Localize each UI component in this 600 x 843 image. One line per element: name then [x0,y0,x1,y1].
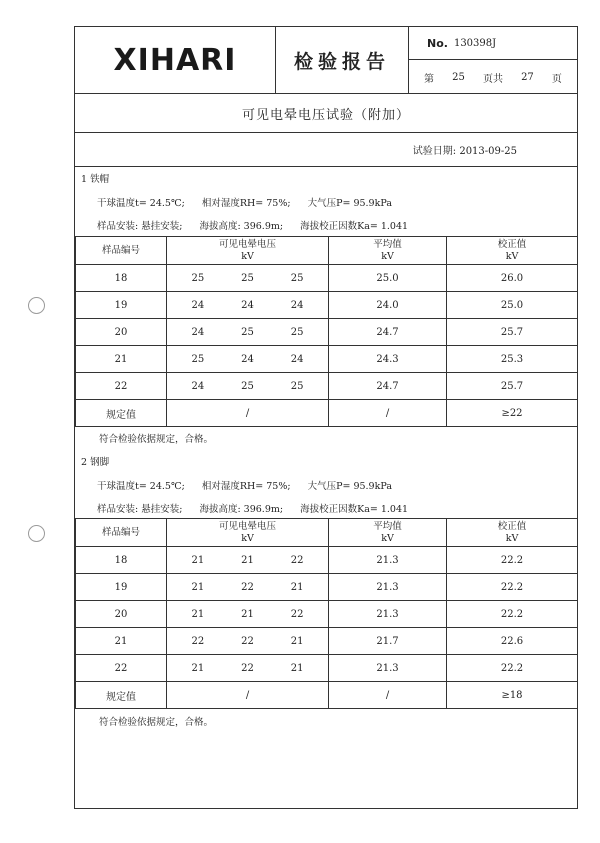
conditions-line-2 [97,218,422,232]
condition-humidity: 相对湿度RH= 75%; [201,198,291,209]
table-row: 19 21 22 21 21.3 22.2 [76,574,578,601]
report-title: 检验报告 [276,27,409,93]
col-avg-header: 平均值 kV [329,237,447,265]
table-header-row [76,519,578,547]
page-current: 25 [452,71,465,83]
report-sheet [74,26,578,809]
company-logo: XIHARI [75,27,276,93]
results-table [75,518,578,709]
condition-altitude: 海拔高度: 396.9m; [199,221,284,232]
col-sample-header: 样品编号 [76,519,167,547]
condition-pressure: 大气压P= 95.9kPa [307,198,392,209]
report-number [409,27,577,60]
table-row: 21 25 24 24 24.3 25.3 [76,346,578,373]
test-date [75,133,577,167]
condition-ka: 海拔校正因数Ka= 1.041 [300,504,409,515]
report-number-label: No. [427,36,448,50]
report-number-value: 130398J [453,37,497,49]
condition-mounting: 样品安装: 悬挂安装; [97,504,183,515]
col-avg-header: 平均值 kV [329,519,447,547]
table-row: 22 24 25 25 24.7 25.7 [76,373,578,400]
table-row: 19 24 24 24 24.0 25.0 [76,292,578,319]
condition-pressure: 大气压P= 95.9kPa [307,481,392,492]
col-voltage-header: 可见电晕电压 kV [167,237,329,265]
results-table [75,236,578,427]
spec-row: 规定值 / / ≥22 [76,400,578,427]
table-row: 21 22 22 21 21.7 22.6 [76,628,578,655]
conclusion-text: 符合检验依据规定，合格。 [99,434,214,445]
conclusion-text: 符合检验依据规定，合格。 [99,717,214,728]
section-heading: 1 铁帽 [81,174,110,185]
page-middle: 页共 [482,73,503,85]
page-suffix: 页 [551,73,562,85]
section-heading: 2 钢脚 [81,457,110,468]
page-prefix: 第 [424,73,435,85]
table-header-row [76,237,578,265]
conditions-line-1 [97,478,406,492]
spec-row: 规定值 / / ≥18 [76,682,578,709]
table-row: 22 21 22 21 21.3 22.2 [76,655,578,682]
table-row: 18 21 21 22 21.3 22.2 [76,547,578,574]
page-total: 27 [521,71,534,83]
page-counter [409,61,577,93]
col-sample-header: 样品编号 [76,237,167,265]
binder-hole-bottom [28,525,45,542]
col-voltage-header: 可见电晕电压 kV [167,519,329,547]
section-title: 可见电晕电压试验（附加） [75,94,577,133]
table-row: 20 24 25 25 24.7 25.7 [76,319,578,346]
condition-temp: 干球温度t= 24.5℃; [97,481,185,492]
binder-hole-top [28,297,45,314]
col-corr-header: 校正值 kV [447,237,578,265]
condition-mounting: 样品安装: 悬挂安装; [97,221,183,232]
conditions-line-1 [97,195,406,209]
test-date-text: 试验日期: 2013-09-25 [412,146,517,157]
table-row: 18 25 25 25 25.0 26.0 [76,265,578,292]
condition-ka: 海拔校正因数Ka= 1.041 [300,221,409,232]
table-row: 20 21 21 22 21.3 22.2 [76,601,578,628]
report-header [75,27,577,94]
condition-humidity: 相对湿度RH= 75%; [201,481,291,492]
col-corr-header: 校正值 kV [447,519,578,547]
condition-altitude: 海拔高度: 396.9m; [199,504,284,515]
conditions-line-2 [97,501,422,515]
condition-temp: 干球温度t= 24.5℃; [97,198,185,209]
